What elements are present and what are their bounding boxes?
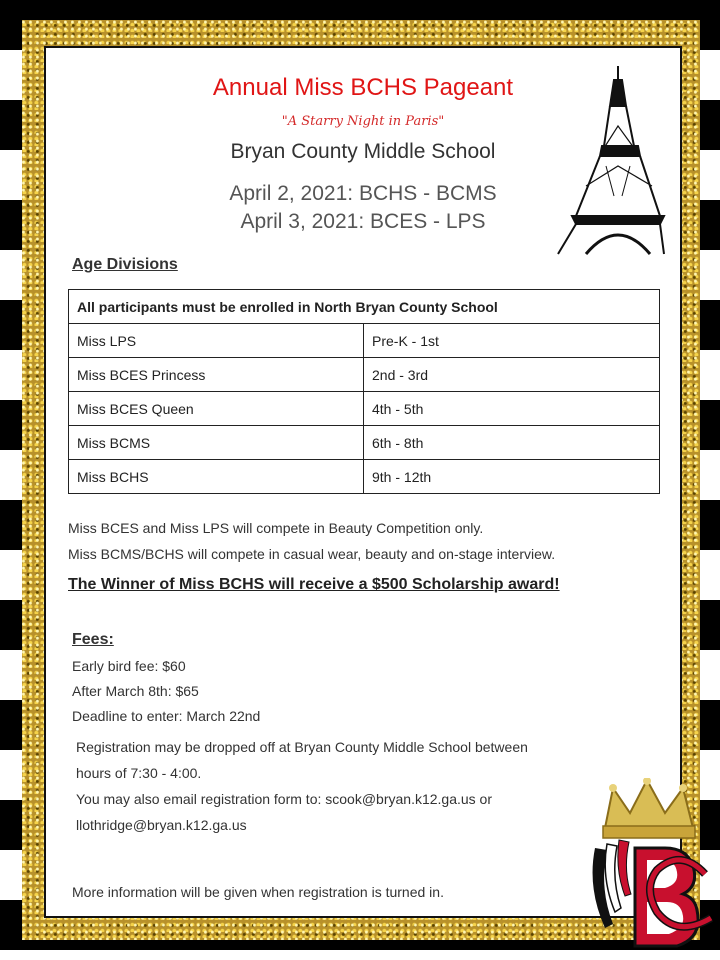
table-row [69,426,660,460]
registration-line-2: hours of 7:30 - 4:00. [76,765,202,781]
division-name: Miss BCHS [69,460,364,494]
division-name: Miss BCES Princess [69,358,364,392]
school-name: Bryan County Middle School [230,140,496,163]
table-row [69,392,660,426]
table-header: All participants must be enrolled in North Bryan County School [69,290,660,324]
division-grades: Pre-K - 1st [364,324,660,358]
registration-line-3: You may also email registration form to: scook@bryan.k12.ga.us or [76,791,493,807]
competition-line-1: Miss BCES and Miss LPS will compete in Beauty Competition only. [68,520,484,536]
registration-email-2: llothridge@bryan.k12.ga.us [76,817,247,833]
pageant-theme: "A Starry Night in Paris" [281,114,445,129]
division-grades: 6th - 8th [364,426,660,460]
division-name: Miss BCES Queen [69,392,364,426]
deadline: Deadline to enter: March 22nd [72,708,261,724]
footer-note: More information will be given when registration is turned in. [72,884,444,900]
table-row [69,358,660,392]
division-grades: 9th - 12th [364,460,660,494]
competition-line-2: Miss BCMS/BCHS will compete in casual wear, beauty and on-stage interview. [68,546,556,562]
page-title: Annual Miss BCHS Pageant [212,74,514,101]
early-bird-fee: Early bird fee: $60 [72,658,186,674]
late-fee: After March 8th: $65 [72,683,199,699]
division-grades: 2nd - 3rd [364,358,660,392]
table-row [69,460,660,494]
table-header-row [69,290,660,324]
bc-crown-crest-logo [585,778,715,953]
scholarship-award: The Winner of Miss BCHS will receive a $500 Scholarship award! [68,576,560,593]
age-divisions-heading: Age Divisions [72,256,178,273]
event-date-2: April 3, 2021: BCES - LPS [240,210,486,233]
table-row [69,324,660,358]
registration-line-1: Registration may be dropped off at Bryan County Middle School between [76,739,528,755]
division-name: Miss BCMS [69,426,364,460]
fees-heading: Fees: [72,631,114,648]
age-divisions-table [68,289,660,494]
division-name: Miss LPS [69,324,364,358]
division-grades: 4th - 5th [364,392,660,426]
eiffel-tower-icon [556,66,666,256]
event-date-1: April 2, 2021: BCHS - BCMS [229,182,497,205]
